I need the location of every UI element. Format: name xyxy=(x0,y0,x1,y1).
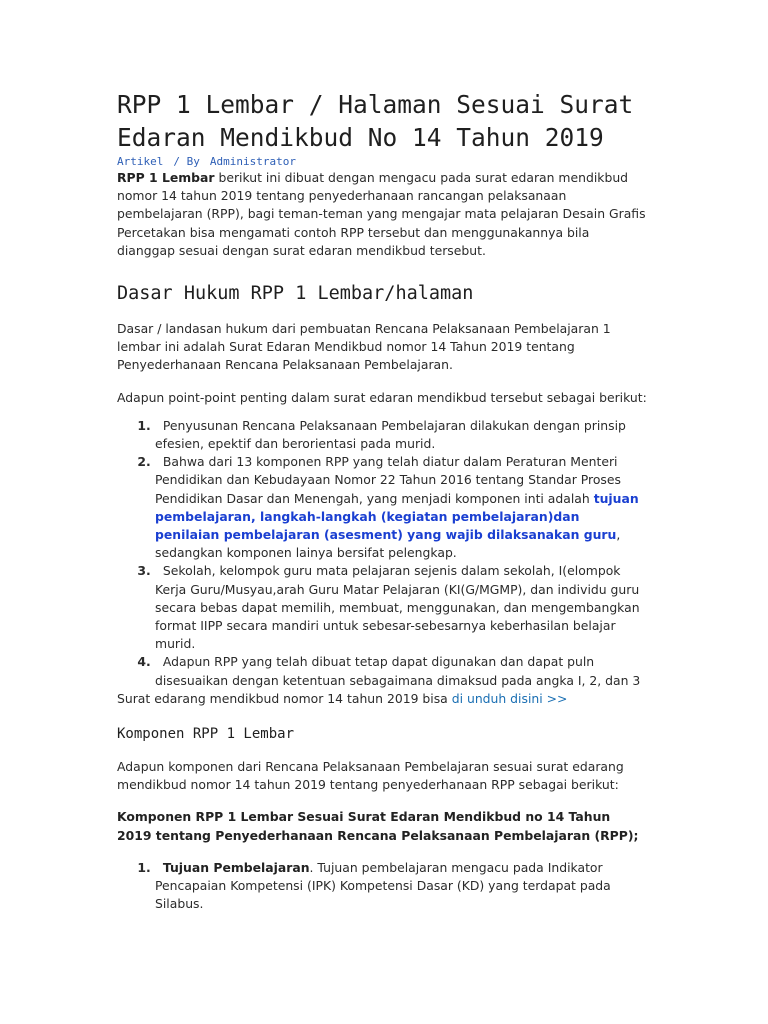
page-title: RPP 1 Lembar / Halaman Sesuai Surat Edaran Mendikbud No 14 Tahun 2019 xyxy=(117,90,634,152)
section-heading-dasar-hukum: Dasar Hukum RPP 1 Lembar/halaman xyxy=(117,283,474,305)
list-item: 2. Bahwa dari 13 komponen RPP yang telah diatur dalam Peraturan Menteri Pendidikan dan Kebudayaan Nomor 22 Tahun 2016 tentang Standar Proses Pendidikan Dasar dan Menengah, yang menjadi komponen inti adalah tujuan pembelajaran, langkah-langkah (kegiatan pembelajaran)dan penilaian pembelajaran (asesment) yang wajib dilaksanakan guru, sedangkan komponen lainya bersifat pelengkap. xyxy=(155,453,647,562)
category-link[interactable]: Artikel xyxy=(117,155,164,168)
komponen-paragraph: Adapun komponen dari Rencana Pelaksanaan Pembelajaran sesuai surat edarang mendikbud nomor 14 tahun 2019 tentang penyederhanaan RPP sebagai berikut: xyxy=(117,759,624,793)
download-line: Surat edarang mendikbud nomor 14 tahun 2019 bisa di unduh disini >> xyxy=(117,690,568,706)
arrow-link[interactable]: >> xyxy=(542,690,568,706)
dasar-hukum-paragraph: Dasar / landasan hukum dari pembuatan Rencana Pelaksanaan Pembelajaran 1 lembar ini adalah Surat Edaran Mendikbud nomor 14 Tahun 2019 tentang Penyederhanaan Rencana Pelaksanaan Pembelajaran. xyxy=(117,321,611,373)
download-link[interactable]: di unduh disini xyxy=(451,690,543,706)
highlight-text: tujuan pembelajaran, langkah-langkah (kegiatan pembelajaran)dan penilaian pembelajaran (asesment) yang wajib dilaksanakan guru xyxy=(155,490,639,543)
komponen-bold-paragraph: Komponen RPP 1 Lembar Sesuai Surat Edaran Mendikbud no 14 Tahun 2019 tentang Penyederhanaan Rencana Pelaksanaan Pembelajaran (RPP); xyxy=(117,809,639,843)
list-item: 1. Penyusunan Rencana Pelaksanaan Pembelajaran dilakukan dengan prinsip efesien, epektif dan berorientasi pada murid. xyxy=(155,417,647,453)
author-link[interactable]: Administrator xyxy=(209,155,296,168)
list-item: 1. Tujuan Pembelajaran. Tujuan pembelajaran mengacu pada Indikator Pencapaian Kompetensi (IPK) Kompetensi Dasar (KD) yang terdapat pada Silabus. xyxy=(155,859,647,914)
post-meta xyxy=(117,155,647,169)
list-item: 4. Adapun RPP yang telah dibuat tetap dapat digunakan dan dapat puln disesuaikan dengan ketentuan sebagaimana dimaksud pada angka I, 2, dan 3 xyxy=(155,653,647,689)
intro-paragraph xyxy=(117,169,647,260)
intro-text: berikut ini dibuat dengan mengacu pada surat edaran mendikbud nomor 14 tahun 2019 tentang penyederhanaan rancangan pelaksanaan pembelajaran (RPP), bagi teman-teman yang mengajar mata pelajaran Desain Grafis Percetakan bisa mengamati contoh RPP tersebut dan menggunakannya bila dianggap sesuai dengan surat edaran mendikbud tersebut. xyxy=(117,170,646,258)
section-heading-komponen: Komponen RPP 1 Lembar xyxy=(117,726,295,743)
intro-bold: RPP 1 Lembar xyxy=(117,170,215,185)
document-page xyxy=(117,88,647,914)
points-list xyxy=(117,417,647,690)
points-intro-paragraph: Adapun point-point penting dalam surat edaran mendikbud tersebut sebagai berikut: xyxy=(117,389,647,405)
list-item: 3. Sekolah, kelompok guru mata pelajaran sejenis dalam sekolah, I(elompok Kerja Guru/Musyau,arah Guru Matar Pelajaran (KI(G/MGMP), dan individu guru secara bebas dapat memilih, membuat, menggunakan, dan mengembangkan format IIPP secara mandiri untuk sebesar-sebesarnya keberhasilan belajar murid. xyxy=(155,562,647,653)
by-label: / By xyxy=(173,155,200,168)
komponen-list xyxy=(117,859,647,914)
